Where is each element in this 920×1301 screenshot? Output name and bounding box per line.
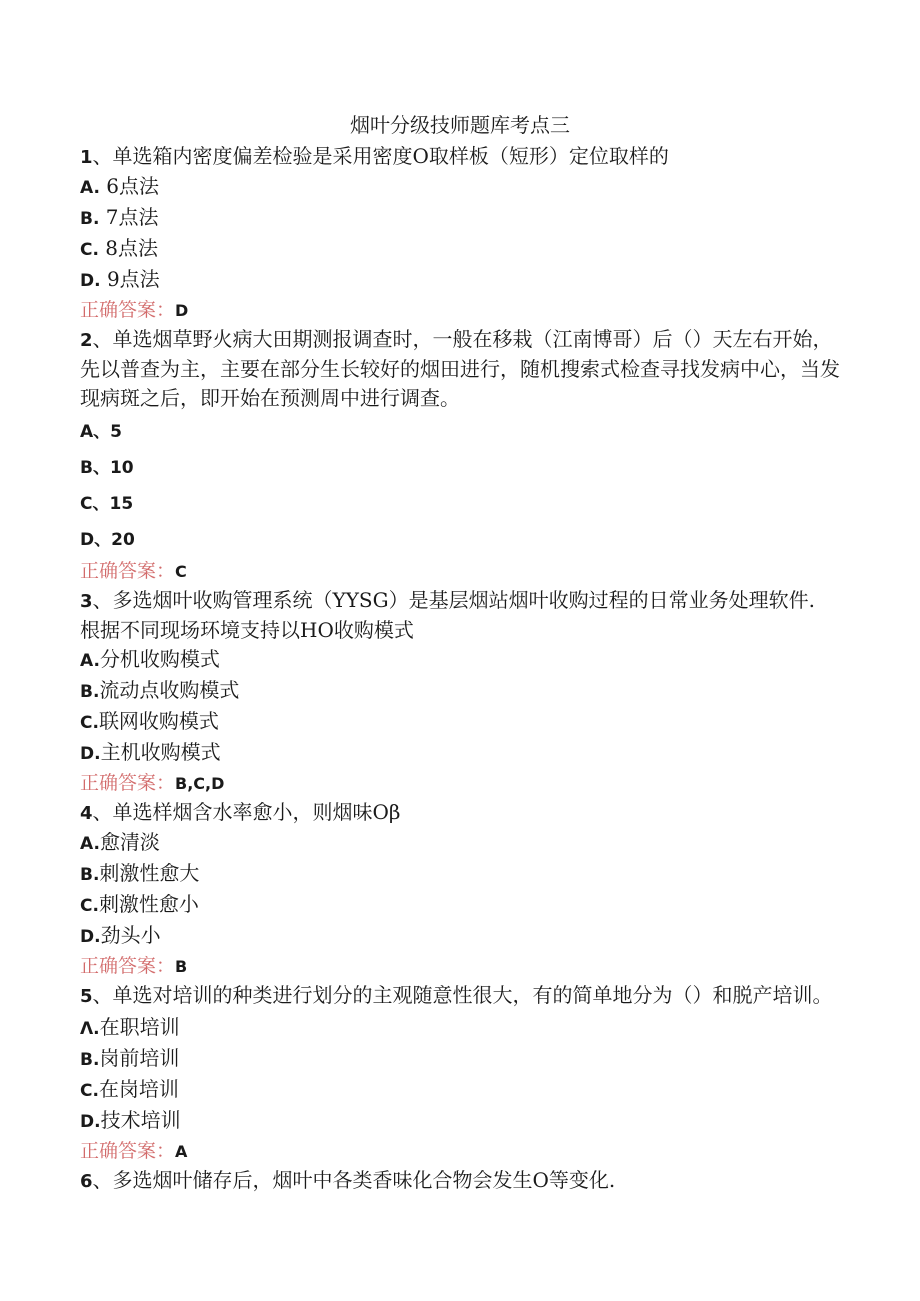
question-text: 、单选箱内密度偏差检验是采用密度O取样板（短形）定位取样的 — [92, 144, 669, 168]
option-d: D. 9点法 — [80, 267, 160, 291]
question-number: 5 — [80, 986, 93, 1007]
option-d: D、20 — [80, 530, 135, 550]
correct-answer: 正确答案：B — [80, 955, 188, 977]
question-6 — [80, 1166, 840, 1196]
option-b: B. 7点法 — [80, 205, 159, 229]
question-5 — [80, 981, 840, 1166]
option-c: C、15 — [80, 494, 134, 514]
option-c: C.在岗培训 — [80, 1077, 179, 1101]
question-stem — [80, 325, 840, 413]
question-number: 1 — [80, 147, 93, 168]
question-number: 2 — [80, 330, 93, 351]
question-text: 、单选对培训的种类进行划分的主观随意性很大，有的简单地分为（）和脱产培训。 — [92, 983, 833, 1007]
document-page — [80, 110, 840, 1196]
correct-answer: 正确答案：D — [80, 299, 189, 321]
question-stem — [80, 981, 840, 1011]
option-a: A. 6点法 — [80, 174, 160, 198]
question-1 — [80, 142, 840, 325]
question-text: 、单选烟草野火病大田期测报调查时，一般在移栽（江南博哥）后（）天左右开始，先以普查为主，主要在部分生长较好的烟田进行，随机搜索式检查寻找发病中心，当发现病斑之后，即开始在预测周中进行调查。 — [80, 327, 840, 410]
option-b: B、10 — [80, 458, 134, 478]
question-stem — [80, 798, 840, 828]
question-text: 、多选烟叶收购管理系统（YYSG）是基层烟站烟叶收购过程的日常业务处理软件. 根据不同现场环境支持以HO收购模式 — [80, 588, 815, 642]
option-c: C.刺激性愈小 — [80, 892, 199, 916]
option-a: A、5 — [80, 422, 123, 442]
option-b: B.岗前培训 — [80, 1046, 180, 1070]
correct-answer: 正确答案：C — [80, 560, 187, 582]
option-d: D.劲头小 — [80, 923, 161, 947]
question-text: 、多选烟叶储存后，烟叶中各类香味化合物会发生O等变化. — [92, 1168, 616, 1192]
question-text: 、单选样烟含水率愈小，则烟味Oβ — [92, 800, 401, 824]
option-a: A.愈清淡 — [80, 830, 160, 854]
option-d: D.主机收购模式 — [80, 740, 221, 764]
question-3 — [80, 586, 840, 798]
option-a: A.分机收购模式 — [80, 647, 220, 671]
question-stem — [80, 1166, 840, 1196]
question-4 — [80, 798, 840, 981]
question-2 — [80, 325, 840, 586]
question-number: 6 — [80, 1171, 93, 1192]
question-number: 3 — [80, 591, 93, 612]
option-c: C. 8点法 — [80, 236, 159, 260]
question-number: 4 — [80, 803, 93, 824]
option-d: D.技术培训 — [80, 1108, 181, 1132]
correct-answer: 正确答案：B,C,D — [80, 772, 225, 794]
option-a: Λ.在职培训 — [80, 1015, 180, 1039]
page-title: 烟叶分级技师题库考点三 — [350, 113, 570, 137]
question-stem — [80, 586, 840, 645]
option-b: B.流动点收购模式 — [80, 678, 240, 702]
option-b: B.刺激性愈大 — [80, 861, 200, 885]
option-c: C.联网收购模式 — [80, 709, 219, 733]
question-stem — [80, 142, 840, 172]
correct-answer: 正确答案：A — [80, 1140, 188, 1162]
